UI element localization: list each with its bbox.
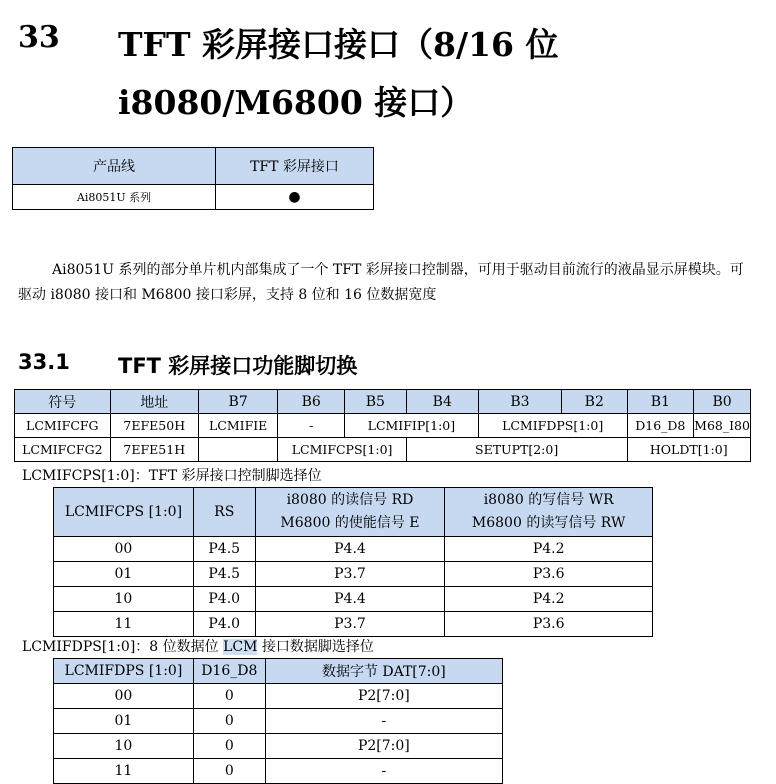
product-line-table: [12, 147, 374, 210]
cps-rs: P4.0: [193, 612, 255, 637]
dps-header-dat: 数据字节 DAT[7:0]: [265, 659, 502, 684]
cps-rd: P3.7: [255, 612, 445, 637]
cps-value: 11: [54, 612, 194, 637]
cps-wr: P3.6: [445, 562, 653, 587]
table-row: [54, 709, 503, 734]
dps-d16d8: 0: [193, 734, 265, 759]
dps-caption: [22, 636, 374, 656]
cps-rd: P4.4: [255, 537, 445, 562]
cps-rd: P3.7: [255, 562, 445, 587]
reg-b4-b2: SETUPT[2:0]: [406, 438, 627, 462]
support-dot-cell: ●: [216, 185, 374, 210]
reg-b7: LCMIFIE: [198, 414, 277, 438]
reg-header-b7: B7: [198, 390, 277, 414]
dps-d16d8: 0: [193, 759, 265, 784]
reg-address: 7EFE51H: [110, 438, 198, 462]
tft-interface-header: TFT 彩屏接口: [216, 148, 374, 185]
reg-b5-b4: LCMIFIP[1:0]: [345, 414, 479, 438]
reg-header-b6: B6: [278, 390, 345, 414]
dps-caption-pre: LCMIFDPS[1:0]：8 位数据位: [22, 639, 224, 655]
cps-wr: P3.6: [445, 612, 653, 637]
cps-header-wr-rw: [445, 488, 653, 537]
reg-b6: -: [278, 414, 345, 438]
register-table: [14, 389, 751, 462]
dps-dat: P2[7:0]: [265, 734, 502, 759]
cps-value: 10: [54, 587, 194, 612]
reg-header-b4: B4: [406, 390, 478, 414]
intro-paragraph: Ai8051U 系列的部分单片机内部集成了一个 TFT 彩屏接口控制器，可用于驱动目前流行的液晶显示屏模块。可驱动 i8080 接口和 M6800 接口彩屏，支持 8 位和 16 位数据宽度: [18, 262, 744, 303]
dps-d16d8: 0: [193, 684, 265, 709]
cps-header-rs: RS: [193, 488, 255, 537]
dps-caption-highlight: LCM: [223, 639, 258, 655]
cps-wr: P4.2: [445, 587, 653, 612]
reg-header-b3: B3: [478, 390, 561, 414]
product-line-header: 产品线: [13, 148, 216, 185]
cps-table: [53, 487, 653, 637]
dps-header-d16d8: D16_D8: [193, 659, 265, 684]
register-row: [15, 414, 751, 438]
reg-header-symbol: 符号: [15, 390, 111, 414]
chapter-number: 33: [18, 20, 60, 55]
register-row: [15, 438, 751, 462]
table-row: [54, 612, 653, 637]
table-row: [54, 684, 503, 709]
cps-header-rd-e: [255, 488, 445, 537]
cps-value: 01: [54, 562, 194, 587]
dps-value: 00: [54, 684, 194, 709]
table-row: [54, 537, 653, 562]
reg-b1-b0: HOLDT[1:0]: [627, 438, 750, 462]
reg-b7: [198, 438, 277, 462]
reg-header-b1: B1: [627, 390, 694, 414]
chapter-title: TFT 彩屏接口接口（8/16 位 i8080/M6800 接口）: [118, 25, 559, 122]
cps-caption: LCMIFCPS[1:0]：TFT 彩屏接口控制脚选择位: [22, 468, 322, 484]
table-row: [54, 759, 503, 784]
cps-header-select: LCMIFCPS [1:0]: [54, 488, 194, 537]
cps-wr: P4.2: [445, 537, 653, 562]
cps-rs: P4.0: [193, 587, 255, 612]
reg-b0: M68_I80: [694, 414, 751, 438]
reg-b3-b2: LCMIFDPS[1:0]: [478, 414, 627, 438]
table-row: [54, 587, 653, 612]
product-series-cell: Ai8051U 系列: [13, 185, 216, 210]
section-number: 33.1: [18, 350, 70, 374]
dps-header-select: LCMIFDPS [1:0]: [54, 659, 194, 684]
reg-header-b2: B2: [562, 390, 627, 414]
table-row: [54, 562, 653, 587]
section-title: TFT 彩屏接口功能脚切换: [118, 354, 358, 378]
cps-header-rd-line1: i8080 的读信号 RD: [286, 492, 414, 508]
cps-rd: P4.4: [255, 587, 445, 612]
cps-value: 00: [54, 537, 194, 562]
dps-dat: -: [265, 759, 502, 784]
cps-header-wr-line1: i8080 的写信号 WR: [483, 492, 614, 508]
reg-symbol: LCMIFCFG: [15, 414, 111, 438]
reg-address: 7EFE50H: [110, 414, 198, 438]
cps-rs: P4.5: [193, 537, 255, 562]
dps-value: 11: [54, 759, 194, 784]
dps-value: 01: [54, 709, 194, 734]
dps-d16d8: 0: [193, 709, 265, 734]
cps-header-rd-line2: M6800 的使能信号 E: [280, 515, 420, 531]
cps-header-wr-line2: M6800 的读写信号 RW: [471, 515, 626, 531]
reg-b1: D16_D8: [627, 414, 694, 438]
reg-header-address: 地址: [110, 390, 198, 414]
reg-header-b0: B0: [694, 390, 751, 414]
dps-table: [53, 658, 503, 784]
dps-caption-post: 接口数据脚选择位: [257, 639, 374, 655]
reg-header-b5: B5: [345, 390, 407, 414]
cps-rs: P4.5: [193, 562, 255, 587]
reg-b6-b5: LCMIFCPS[1:0]: [278, 438, 406, 462]
dps-dat: P2[7:0]: [265, 684, 502, 709]
dps-dat: -: [265, 709, 502, 734]
table-row: [54, 734, 503, 759]
reg-symbol: LCMIFCFG2: [15, 438, 111, 462]
dps-value: 10: [54, 734, 194, 759]
